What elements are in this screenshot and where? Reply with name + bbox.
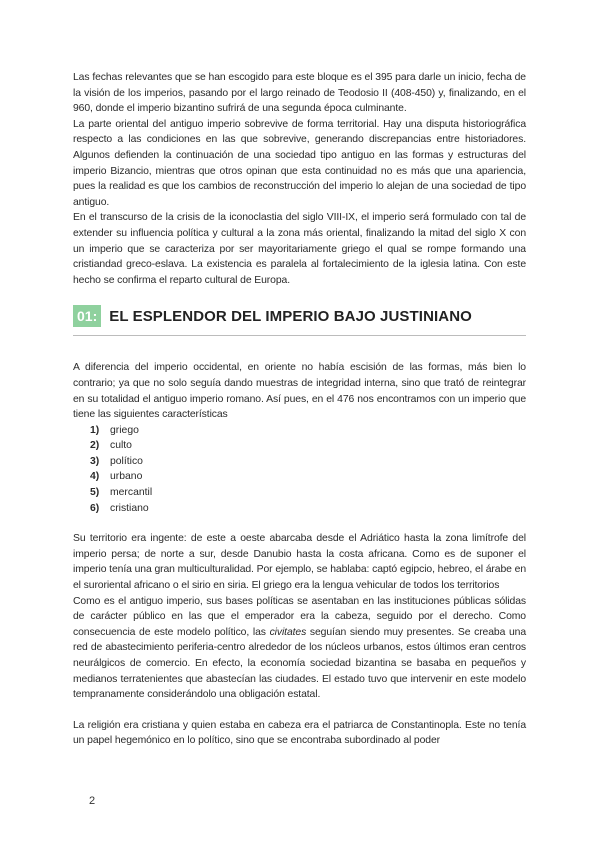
heading-divider — [73, 335, 526, 336]
list-item — [90, 469, 526, 485]
list-item-number: 1) — [90, 424, 100, 436]
section-heading — [73, 304, 526, 328]
document-page — [73, 70, 526, 749]
list-item — [90, 501, 526, 517]
list-item-number: 5) — [90, 487, 100, 499]
section-number: 01: — [73, 305, 101, 327]
list-item — [90, 485, 526, 501]
page-number: 2 — [89, 795, 96, 807]
body-paragraph-4: La religión era cristiana y quien estaba en cabeza era el patriarca de Constantinopla. Este no tenía un papel hegemónico en lo político, sino que se encontraba subordinado al poder — [73, 719, 526, 747]
intro-paragraph-1: Las fechas relevantes que se han escogido para este bloque es el 395 para darle un inicio, fecha de la visión de los imperios, pasando por el largo reinado de Teodosio II (408-450) y, finalizando, en el 960, donde el imperio bizantino sufrirá de una segunda época culminante. — [73, 72, 526, 115]
body-paragraph-1: A diferencia del imperio occidental, en oriente no había escisión de las formas, más bien lo contrario; ya que no solo seguía dando muestras de integridad interna, sino que trató de reintegrar en su totalidad el antiguo imperio romano. Así pues, en el 476 nos encontramos con un imperio que tiene las siguientes características — [73, 362, 526, 421]
characteristics-list — [73, 423, 526, 517]
list-item-text: político — [110, 455, 143, 467]
list-item-text: mercantil — [110, 487, 153, 499]
list-item-number: 4) — [90, 471, 100, 483]
paragraph-3-text-b: seguían siendo muy presentes. Se creaba una red de abastecimiento periferia-centro alrededor de los núcleos urbanos, estos últimos eran centros neurálgicos de comercio. En efecto, la economía sociedad bizantina se basaba en pequeños y medianos terratenientes que abastecían las ciudades. El estado tuvo que intervenir en este modelo tempranamente considerándolo una obligación estatal. — [73, 626, 527, 701]
list-item-text: culto — [110, 440, 132, 452]
body-paragraph-2: Su territorio era ingente: de este a oeste abarcaba desde el Adriático hasta la zona limítrofe del imperio persa; de norte a sur, desde Danubio hasta la costa africana. Como es de suponer el imperio tenía una gran multiculturalidad. Por ejemplo, se hablaba: captó egipcio, hebreo, el árabe en el suroriental africano o el sirio en siria. El griego era la lengua vehicular de todos los territorios — [73, 533, 526, 592]
list-item-text: urbano — [110, 471, 143, 483]
body-paragraph-3 — [73, 594, 526, 703]
list-item — [90, 423, 526, 439]
intro-paragraph-3: En el transcurso de la crisis de la iconoclastia del siglo VIII-IX, el imperio será formulado con tal de extender su influencia política y cultural a la zona más oriental, finalizando la mitad del siglo X con un imperio que se caracteriza por ser mayoritariamente griego el qual se rompe formando una cristiandad greco-eslava. La existencia es paralela al fortalecimiento de la iglesia latina. Con este hecho se confirma el reparto cultural de Europa. — [73, 212, 526, 286]
paragraph-3-italic: civitates — [269, 626, 307, 638]
list-item — [90, 438, 526, 454]
list-item-number: 3) — [90, 455, 100, 467]
list-item-number: 6) — [90, 502, 100, 514]
list-item-text: griego — [110, 424, 139, 436]
list-item-number: 2) — [90, 440, 100, 452]
list-item-text: cristiano — [110, 502, 149, 514]
list-item — [90, 454, 526, 470]
paragraph-3-text-a: Como es el antiguo imperio, sus bases políticas se asentaban en las instituciones públicas sólidas de carácter público en las que el emperador era la cabeza, seguido por el derecho. Como consecuencia de este modelo político, las — [73, 595, 526, 638]
intro-paragraph-2: La parte oriental del antiguo imperio sobrevive de forma territorial. Hay una disputa historiográfica respecto a las condiciones en las que sobrevive, generando discrepancias entre historiadores. Algunos defienden la continuación de una sociedad tipo antiguo en las formas y estructuras del imperio Bizancio, mientras que otros opinan que esta continuidad no es más que una apariencia, pues la realidad es que los cambios de reconstrucción del imperio lo alejan de una sociedad de tipo antiguo. — [73, 118, 526, 208]
section-title: EL ESPLENDOR DEL IMPERIO BAJO JUSTINIANO — [109, 307, 472, 325]
